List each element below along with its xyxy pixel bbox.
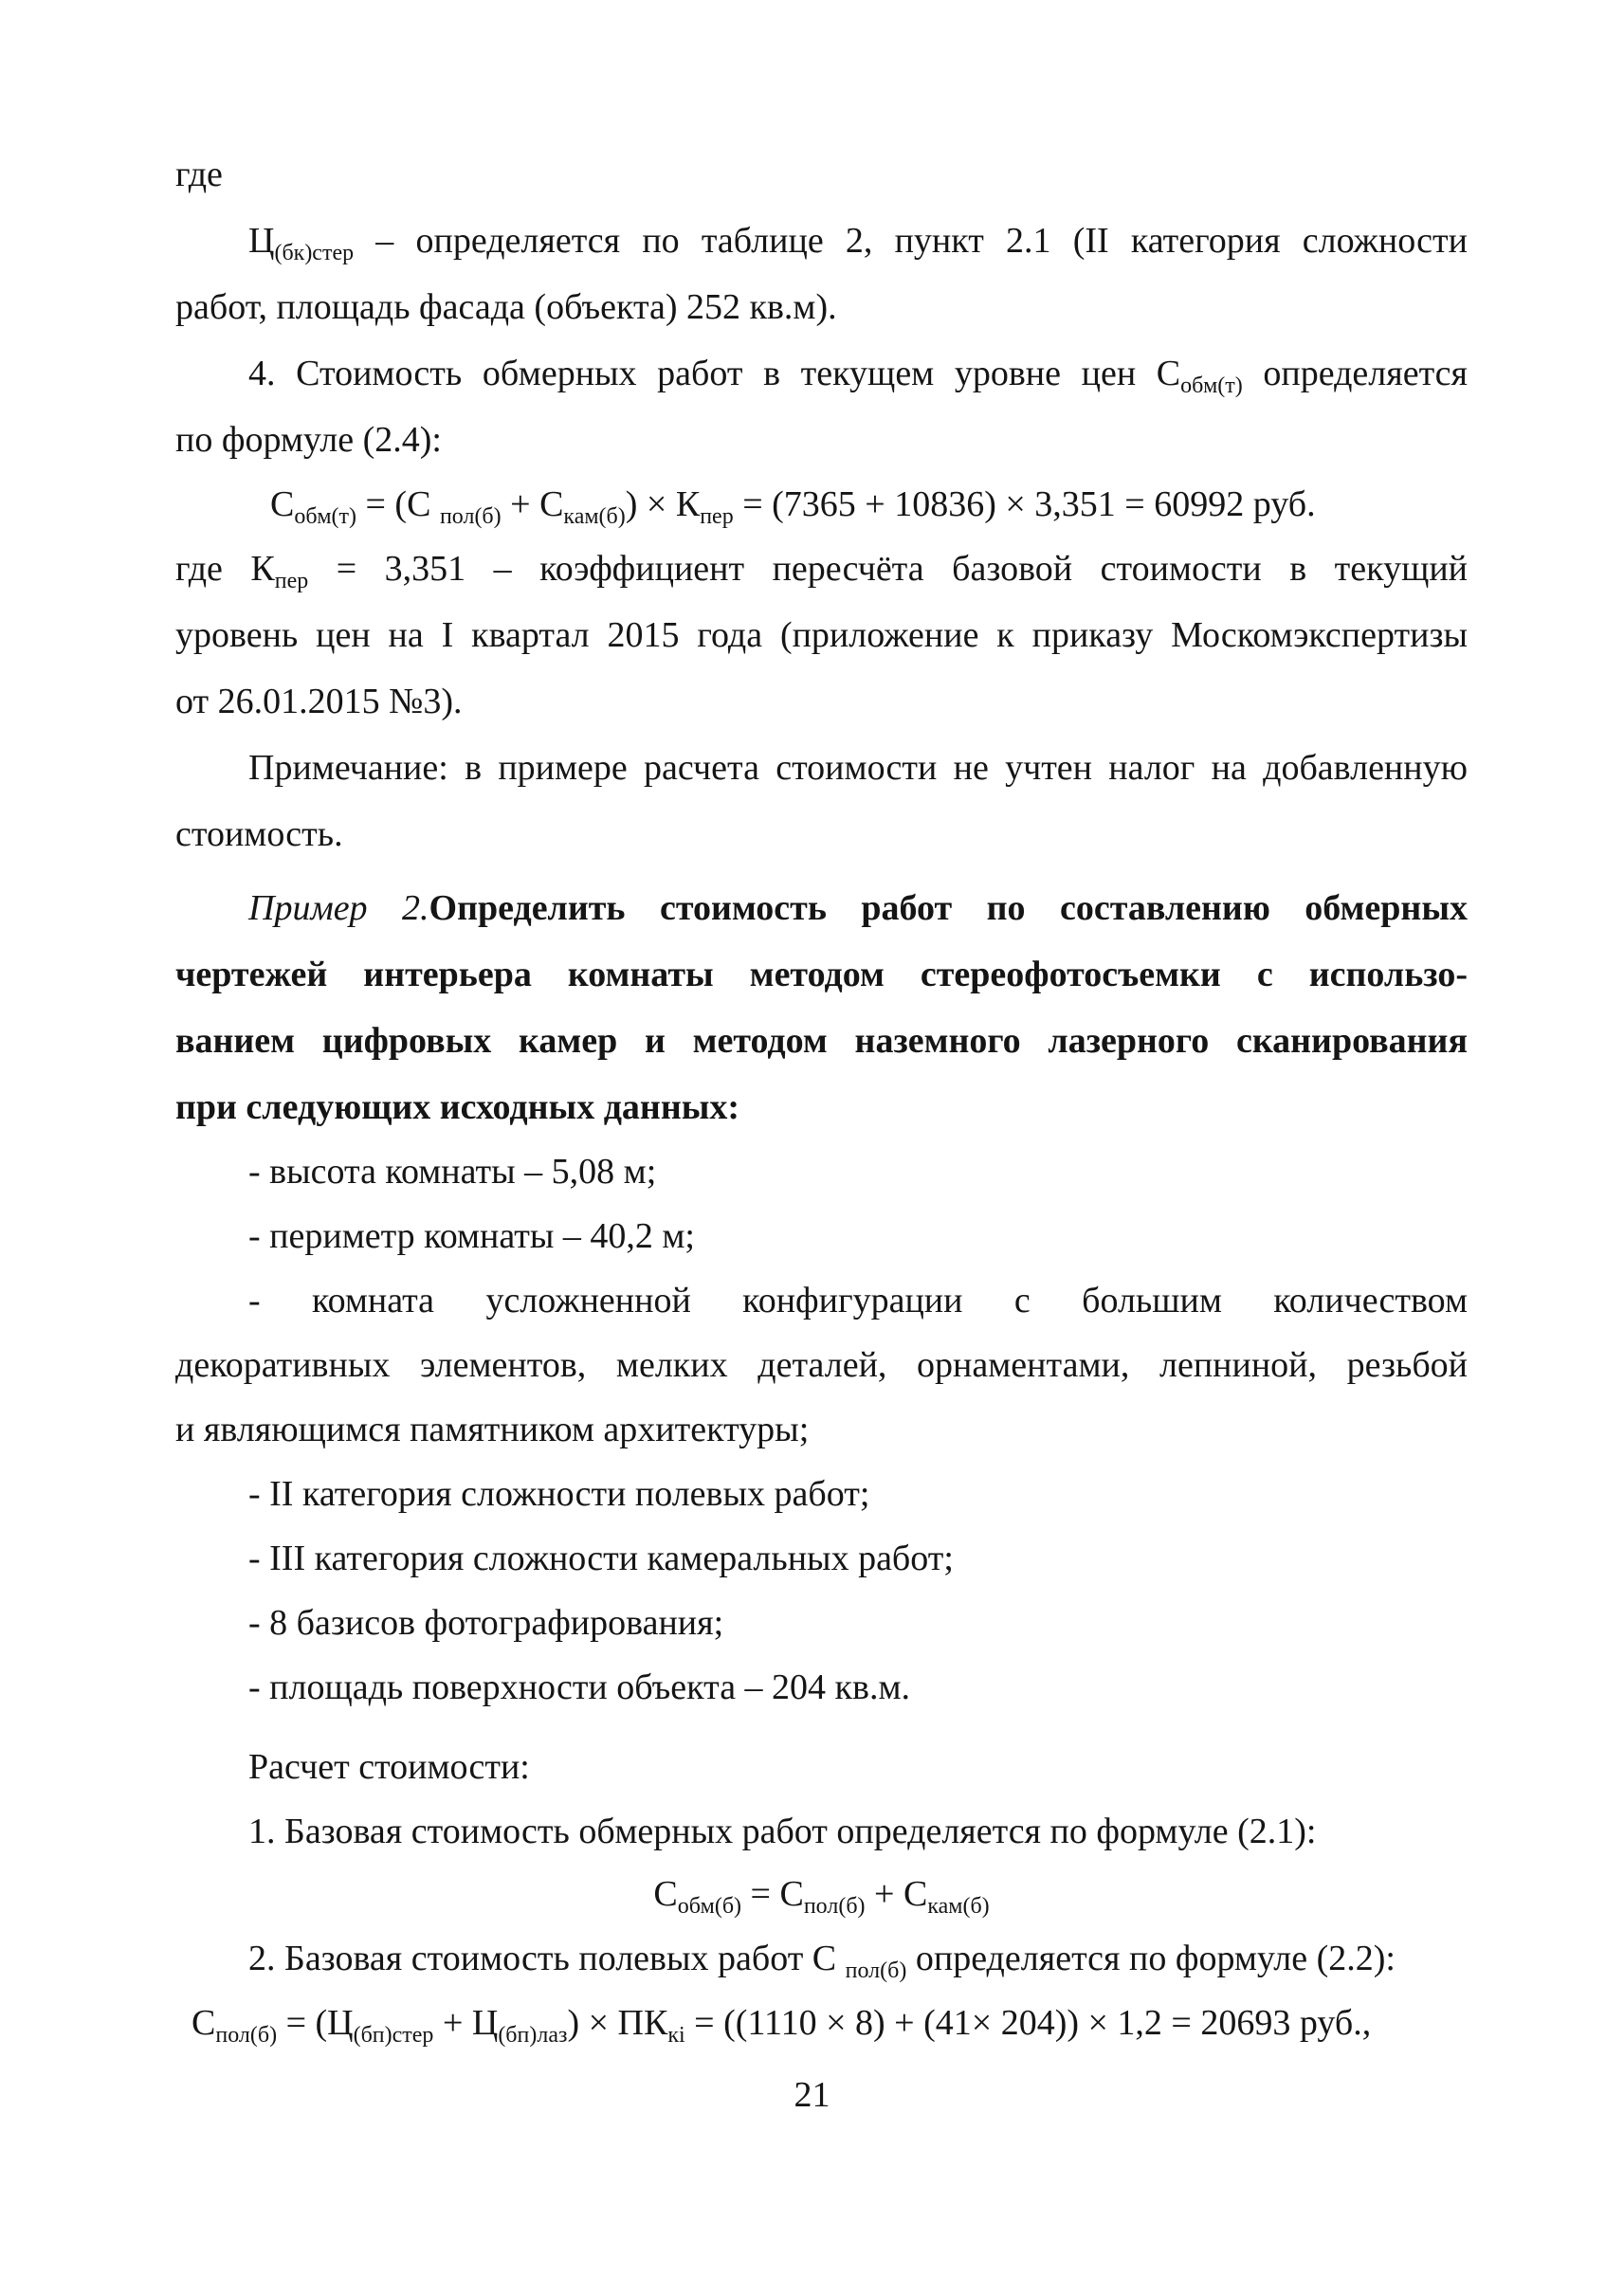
text-line: 2. Базовая стоимость полевых работ С $_{пол(б)}$ определяется по формуле (2.2):	[248, 1939, 1396, 1983]
text-line: $Ц_{(бк)стер}$ – определяется по таблице 2, пункт 2.1 (II категория сложности	[248, 221, 1468, 265]
text-line: уровень цен на I квартал 2015 года (приложение к приказу Москомэкспертизы	[175, 615, 1468, 655]
list-item: - площадь поверхности объекта – 204 кв.м.	[248, 1667, 911, 1707]
text-line: где	[175, 155, 223, 194]
text-line: по формуле (2.4):	[175, 420, 442, 460]
formula-line: $С_{обм(б)} = С_{пол(б)} + С_{кам(б)}$	[653, 1874, 990, 1919]
formula-line: $С_{обм(т)} = (С$ $_{пол(б)} + С_{кам(б)}) \times К_{пер} = (7365 + 10836) \times 3,351 = 60992$ руб.	[270, 484, 1316, 529]
list-item: - III категория сложности камеральных работ;	[248, 1539, 954, 1578]
page-number: 21	[794, 2075, 830, 2115]
heading-line: Пример 2.Определить стоимость работ по составлению обмерных	[248, 888, 1468, 928]
text-line: декоративных элементов, мелких деталей, орнаментами, лепниной, резьбой	[175, 1345, 1468, 1385]
text-line: Расчет стоимости:	[248, 1747, 530, 1787]
list-item: - II категория сложности полевых работ;	[248, 1474, 870, 1514]
text-line: Примечание: в примере расчета стоимости не учтен налог на добавленную	[248, 748, 1468, 788]
text-line: работ, площадь фасада (объекта) 252 кв.м).	[175, 287, 837, 327]
heading-line: чертежей интерьера комнаты методом стереофотосъемки с использо-	[175, 955, 1468, 994]
list-item: - комната усложненной конфигурации с большим количеством	[248, 1281, 1468, 1321]
heading-line: ванием цифровых камер и методом наземного лазерного сканирования	[175, 1021, 1468, 1061]
text-line: 4. Стоимость обмерных работ в текущем уровне цен $С_{обм(т)}$ определяется	[248, 354, 1469, 398]
text-line: 1. Базовая стоимость обмерных работ определяется по формуле (2.1):	[248, 1812, 1317, 1851]
list-item: - периметр комнаты – 40,2 м;	[248, 1216, 695, 1256]
heading-line: при следующих исходных данных:	[175, 1087, 740, 1127]
list-item: - высота комнаты – 5,08 м;	[248, 1152, 657, 1192]
text-line: где $К_{пер} = 3,351$ – коэффициент пересчёта базовой стоимости в текущий	[175, 549, 1468, 593]
text-line: и являющимся памятником архитектуры;	[175, 1410, 810, 1449]
formula-line: $С_{пол(б)} = (Ц_{(бп)стер} + Ц_{(бп)лаз}) \times ПК_{кi} = ((1110 \times 8) + (41\times 204)) \times 1,2 = 20693$ руб.,	[192, 2003, 1372, 2048]
text-line: стоимость.	[175, 814, 343, 854]
text-line: от 26.01.2015 №3).	[175, 682, 463, 721]
list-item: - 8 базисов фотографирования;	[248, 1603, 724, 1643]
